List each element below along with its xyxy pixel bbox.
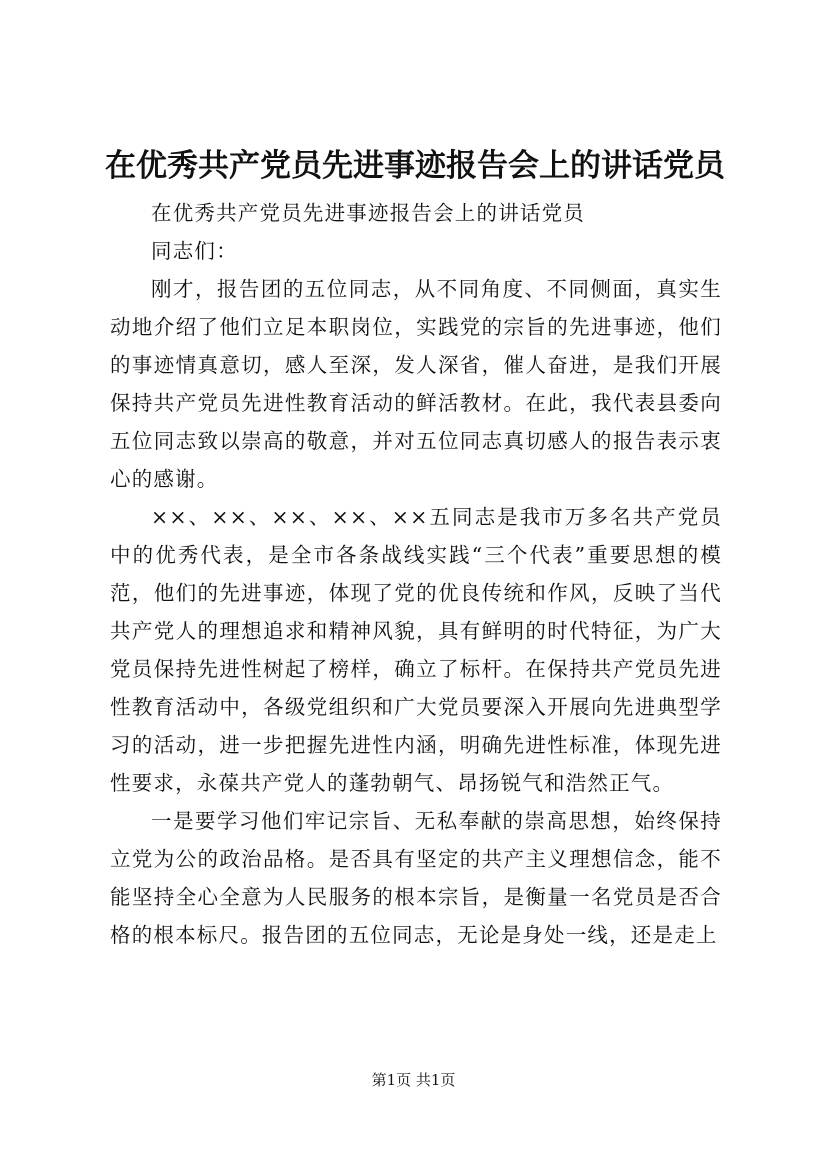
paragraph-2: ××、××、××、××、××五同志是我市万多名共产党员中的优秀代表，是全市各条战线实践“三个代表”重要思想的模范，他们的先进事迹，体现了党的优良传统和作风，反映了当代共产党人的理想追求和精神风貌，具有鲜明的时代特征，为广大党员保持先进性树起了榜样，确立了标杆。在保持共产党员先进性教育活动中，各级党组织和广大党员要深入开展向先进典型学习的活动，进一步把握先进性内涵，明确先进性标准，体现先进性要求，永葆共产党人的蓬勃朝气、昂扬锐气和浩然正气。 xyxy=(110,505,722,795)
paragraph-1: 刚才，报告团的五位同志，从不同角度、不同侧面，真实生动地介绍了他们立足本职岗位，实践党的宗旨的先进事迹，他们的事迹情真意切，感人至深，发人深省，催人奋进，是我们开展保持共产党员先进性教育活动的鲜活教材。在此，我代表县委向五位同志致以崇高的敬意，并对五位同志真切感人的报告表示衷心的感谢。 xyxy=(110,277,722,491)
paragraph-3: 一是要学习他们牢记宗旨、无私奉献的崇高思想，始终保持立党为公的政治品格。是否具有坚定的共产主义理想信念，能不能坚持全心全意为人民服务的根本宗旨，是衡量一名党员是否合格的根本标尺。报告团的五位同志，无论是身处一线，还是走上 xyxy=(110,809,722,947)
page-footer xyxy=(0,1070,827,1090)
paragraph-subtitle: 在优秀共产党员先进事迹报告会上的讲话党员 xyxy=(151,201,585,225)
document-title: 在优秀共产党员先进事迹报告会上的讲话党员 xyxy=(105,148,725,184)
paragraph-salutation: 同志们： xyxy=(151,239,238,263)
document-body xyxy=(110,194,722,954)
page-number-label: 第1页 共1页 xyxy=(371,1071,456,1089)
